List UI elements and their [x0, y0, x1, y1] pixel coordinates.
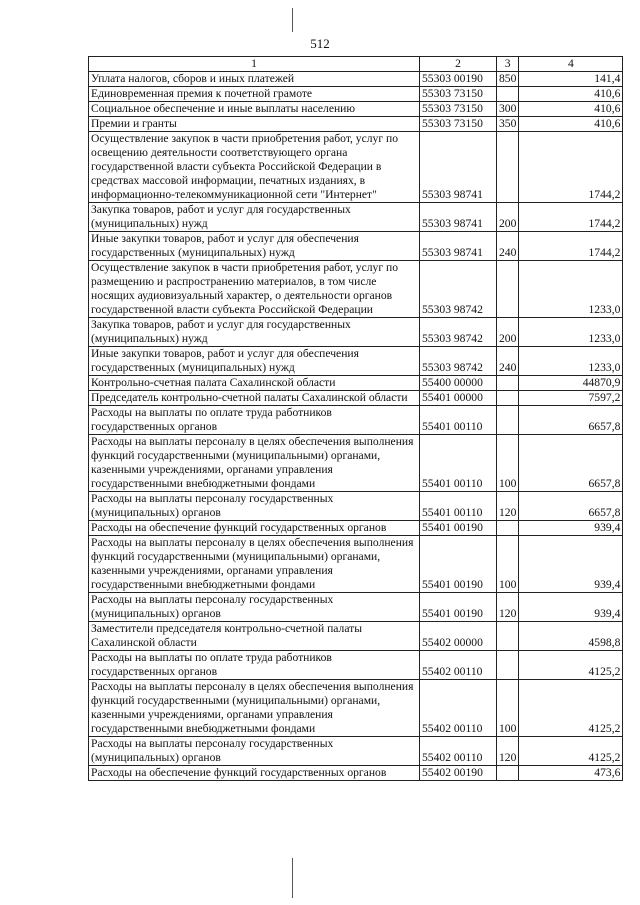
row-amount: 4598,8 [519, 622, 623, 651]
row-expense-type [497, 132, 519, 203]
row-code: 55303 73150 [420, 87, 497, 102]
table-row [89, 492, 623, 521]
header-col-2: 2 [420, 57, 497, 72]
row-name: Расходы на выплаты персоналу государственных (муниципальных) органов [89, 492, 420, 521]
row-name: Расходы на выплаты персоналу в целях обеспечения выполнения функций государственными (муниципальными) органами, казенными учреждениями, органами управления государственными внебюджетными фондами [89, 435, 420, 492]
row-amount: 939,4 [519, 593, 623, 622]
table-row [89, 406, 623, 435]
row-name: Контрольно-счетная палата Сахалинской области [89, 376, 420, 391]
row-expense-type: 100 [497, 435, 519, 492]
table-row [89, 737, 623, 766]
row-expense-type [497, 521, 519, 536]
row-amount: 410,6 [519, 117, 623, 132]
table-row [89, 117, 623, 132]
row-expense-type [497, 622, 519, 651]
table-row [89, 132, 623, 203]
row-amount: 6657,8 [519, 492, 623, 521]
header-col-4: 4 [519, 57, 623, 72]
row-code: 55402 00110 [420, 680, 497, 737]
row-expense-type: 100 [497, 680, 519, 737]
row-name: Иные закупки товаров, работ и услуг для обеспечения государственных (муниципальных) нужд [89, 347, 420, 376]
row-expense-type: 850 [497, 72, 519, 87]
row-expense-type: 350 [497, 117, 519, 132]
table-body [89, 72, 623, 781]
row-code: 55402 00110 [420, 651, 497, 680]
row-code: 55303 98741 [420, 203, 497, 232]
row-code: 55401 00190 [420, 521, 497, 536]
row-expense-type: 240 [497, 232, 519, 261]
row-code: 55401 00190 [420, 536, 497, 593]
row-name: Осуществление закупок в части приобретения работ, услуг по освещению деятельности соответствующего органа государственной власти субъекта Российской Федерации в средствах массовой информации, печатных изданиях, в информационно-телекоммуникационной сети "Интернет" [89, 132, 420, 203]
table-row [89, 536, 623, 593]
row-code: 55401 00110 [420, 492, 497, 521]
row-code: 55303 98742 [420, 261, 497, 318]
row-code: 55303 98741 [420, 232, 497, 261]
table-row [89, 622, 623, 651]
row-name: Расходы на выплаты персоналу государственных (муниципальных) органов [89, 593, 420, 622]
row-amount: 1744,2 [519, 203, 623, 232]
table-row [89, 203, 623, 232]
row-expense-type [497, 406, 519, 435]
row-amount: 6657,8 [519, 406, 623, 435]
row-expense-type: 120 [497, 492, 519, 521]
table-row [89, 651, 623, 680]
row-expense-type: 120 [497, 593, 519, 622]
row-code: 55402 00110 [420, 737, 497, 766]
row-amount: 410,6 [519, 102, 623, 117]
row-amount: 1233,0 [519, 318, 623, 347]
row-expense-type [497, 651, 519, 680]
table-row [89, 102, 623, 117]
row-amount: 4125,2 [519, 651, 623, 680]
row-expense-type [497, 376, 519, 391]
row-code: 55303 98742 [420, 318, 497, 347]
header-row [89, 57, 623, 72]
table-row [89, 347, 623, 376]
row-code: 55401 00190 [420, 593, 497, 622]
row-name: Иные закупки товаров, работ и услуг для обеспечения государственных (муниципальных) нужд [89, 232, 420, 261]
table-row [89, 261, 623, 318]
row-name: Уплата налогов, сборов и иных платежей [89, 72, 420, 87]
table-row [89, 435, 623, 492]
row-expense-type: 120 [497, 737, 519, 766]
row-expense-type: 200 [497, 203, 519, 232]
row-expense-type: 200 [497, 318, 519, 347]
row-expense-type: 300 [497, 102, 519, 117]
row-name: Председатель контрольно-счетной палаты Сахалинской области [89, 391, 420, 406]
row-amount: 6657,8 [519, 435, 623, 492]
row-name: Осуществление закупок в части приобретения работ, услуг по размещению и распространению материалов, в том числе носящих аудиовизуальный характер, о деятельности органов государственной власти субъекта Российской Федерации [89, 261, 420, 318]
row-code: 55402 00000 [420, 622, 497, 651]
row-code: 55303 98742 [420, 347, 497, 376]
table-row [89, 232, 623, 261]
row-amount: 4125,2 [519, 737, 623, 766]
row-code: 55401 00110 [420, 406, 497, 435]
row-expense-type: 240 [497, 347, 519, 376]
table-row [89, 391, 623, 406]
row-code: 55402 00190 [420, 766, 497, 781]
scan-artifact-line-top [292, 8, 293, 32]
row-name: Социальное обеспечение и иные выплаты населению [89, 102, 420, 117]
row-name: Расходы на выплаты персоналу в целях обеспечения выполнения функций государственными (муниципальными) органами, казенными учреждениями, органами управления государственными внебюджетными фондами [89, 536, 420, 593]
row-amount: 141,4 [519, 72, 623, 87]
row-name: Закупка товаров, работ и услуг для государственных (муниципальных) нужд [89, 318, 420, 347]
header-col-3: 3 [497, 57, 519, 72]
row-name: Расходы на обеспечение функций государственных органов [89, 521, 420, 536]
row-code: 55303 98741 [420, 132, 497, 203]
row-expense-type [497, 391, 519, 406]
row-amount: 473,6 [519, 766, 623, 781]
table-row [89, 376, 623, 391]
header-col-1: 1 [89, 57, 420, 72]
row-code: 55303 73150 [420, 102, 497, 117]
table-row [89, 766, 623, 781]
page-number: 512 [310, 36, 330, 51]
row-amount: 1233,0 [519, 347, 623, 376]
row-code: 55400 00000 [420, 376, 497, 391]
budget-table [88, 56, 623, 781]
row-amount: 939,4 [519, 536, 623, 593]
row-code: 55303 73150 [420, 117, 497, 132]
table-row [89, 72, 623, 87]
row-name: Расходы на обеспечение функций государственных органов [89, 766, 420, 781]
table-row [89, 87, 623, 102]
row-amount: 1744,2 [519, 132, 623, 203]
table-row [89, 318, 623, 347]
row-amount: 410,6 [519, 87, 623, 102]
row-expense-type [497, 766, 519, 781]
scan-artifact-line-bottom [292, 858, 293, 898]
table-row [89, 680, 623, 737]
row-amount: 1744,2 [519, 232, 623, 261]
row-amount: 7597,2 [519, 391, 623, 406]
row-expense-type [497, 261, 519, 318]
row-name: Расходы на выплаты персоналу в целях обеспечения выполнения функций государственными (муниципальными) органами, казенными учреждениями, органами управления государственными внебюджетными фондами [89, 680, 420, 737]
row-expense-type: 100 [497, 536, 519, 593]
row-code: 55303 00190 [420, 72, 497, 87]
row-code: 55401 00000 [420, 391, 497, 406]
row-amount: 1233,0 [519, 261, 623, 318]
row-amount: 939,4 [519, 521, 623, 536]
row-name: Расходы на выплаты персоналу государственных (муниципальных) органов [89, 737, 420, 766]
row-name: Закупка товаров, работ и услуг для государственных (муниципальных) нужд [89, 203, 420, 232]
row-name: Расходы на выплаты по оплате труда работников государственных органов [89, 406, 420, 435]
row-amount: 44870,9 [519, 376, 623, 391]
row-name: Единовременная премия к почетной грамоте [89, 87, 420, 102]
row-name: Премии и гранты [89, 117, 420, 132]
table-row [89, 521, 623, 536]
row-amount: 4125,2 [519, 680, 623, 737]
row-name: Заместители председателя контрольно-счетной палаты Сахалинской области [89, 622, 420, 651]
table-row [89, 593, 623, 622]
row-expense-type [497, 87, 519, 102]
row-name: Расходы на выплаты по оплате труда работников государственных органов [89, 651, 420, 680]
row-code: 55401 00110 [420, 435, 497, 492]
